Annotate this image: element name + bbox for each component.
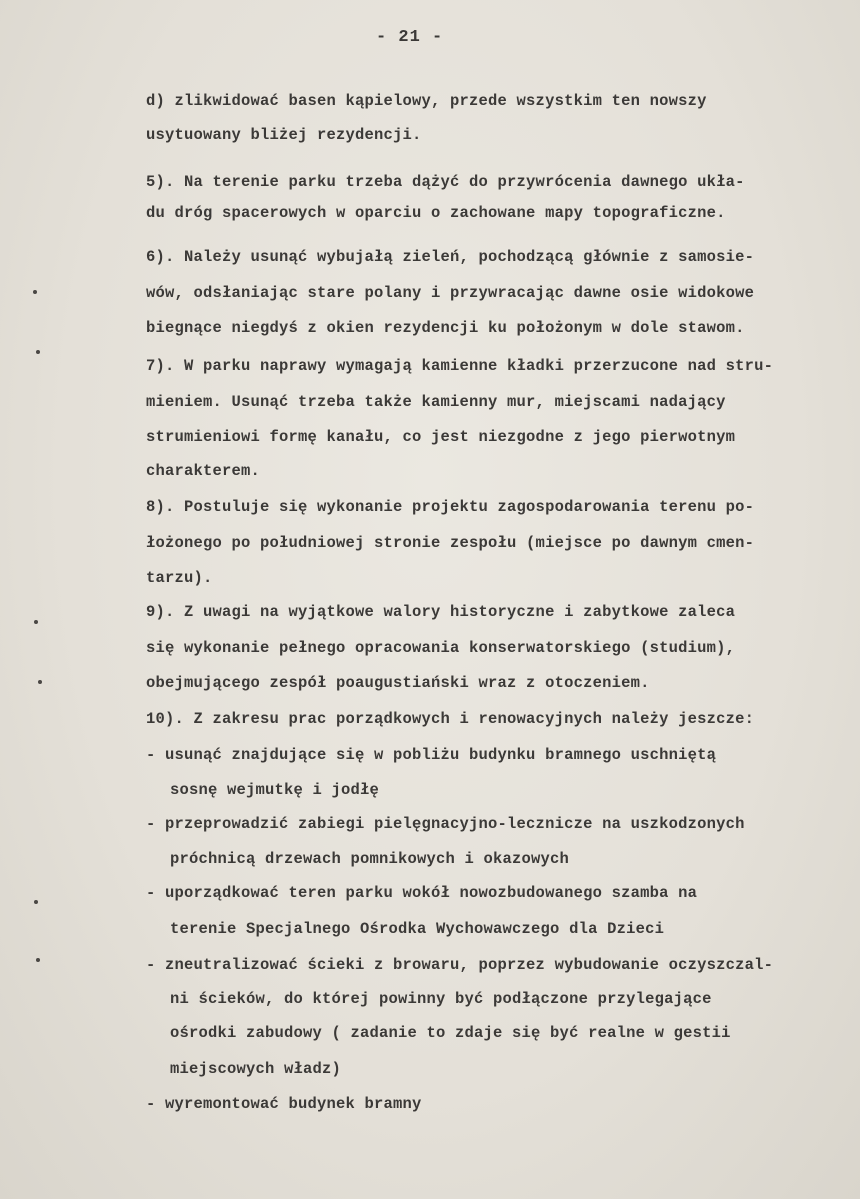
text-line: mieniem. Usunąć trzeba także kamienny mur, miejscami nadający <box>146 393 726 411</box>
text-line: 6). Należy usunąć wybujałą zieleń, pochodzącą głównie z samosie- <box>146 248 755 266</box>
text-line: charakterem. <box>146 462 261 480</box>
text-line: - usunąć znajdujące się w pobliżu budynku bramnego uschniętą <box>146 746 717 764</box>
text-line: 10). Z zakresu prac porządkowych i renowacyjnych należy jeszcze: <box>146 710 755 728</box>
text-line: miejscowych władz) <box>170 1060 342 1078</box>
text-line: ni ścieków, do której powinny być podłączone przylegające <box>170 990 712 1008</box>
text-line: d) zlikwidować basen kąpielowy, przede wszystkim ten nowszy <box>146 92 707 110</box>
text-line: się wykonanie pełnego opracowania konserwatorskiego (studium), <box>146 639 736 657</box>
text-line: du dróg spacerowych w oparciu o zachowane mapy topograficzne. <box>146 204 726 222</box>
text-line: wów, odsłaniając stare polany i przywracając dawne osie widokowe <box>146 284 755 302</box>
text-line: próchnicą drzewach pomnikowych i okazowych <box>170 850 570 868</box>
margin-mark <box>34 620 38 624</box>
text-line: 9). Z uwagi na wyjątkowe walory historyczne i zabytkowe zaleca <box>146 603 736 621</box>
text-line: 5). Na terenie parku trzeba dążyć do przywrócenia dawnego ukła- <box>146 173 745 191</box>
text-line: obejmującego zespół poaugustiański wraz z otoczeniem. <box>146 674 650 692</box>
text-line: - uporządkować teren parku wokół nowozbudowanego szamba na <box>146 884 698 902</box>
margin-mark <box>34 900 38 904</box>
text-line: ośrodki zabudowy ( zadanie to zdaje się być realne w gestii <box>170 1024 731 1042</box>
text-line: biegnące niegdyś z okien rezydencji ku położonym w dole stawom. <box>146 319 745 337</box>
text-line: - wyremontować budynek bramny <box>146 1095 422 1113</box>
text-line: 7). W parku naprawy wymagają kamienne kładki przerzucone nad stru- <box>146 357 774 375</box>
text-line: 8). Postuluje się wykonanie projektu zagospodarowania terenu po- <box>146 498 755 516</box>
text-line: - zneutralizować ścieki z browaru, poprzez wybudowanie oczyszczal- <box>146 956 774 974</box>
text-line: tarzu). <box>146 569 213 587</box>
text-line: terenie Specjalnego Ośrodka Wychowawczego dla Dzieci <box>170 920 665 938</box>
text-line: sosnę wejmutkę i jodłę <box>170 781 380 799</box>
page-number: - 21 - <box>376 28 444 47</box>
text-line: usytuowany bliżej rezydencji. <box>146 126 422 144</box>
margin-mark <box>33 290 37 294</box>
text-line: - przeprowadzić zabiegi pielęgnacyjno-lecznicze na uszkodzonych <box>146 815 745 833</box>
text-line: łożonego po południowej stronie zespołu (miejsce po dawnym cmen- <box>146 534 755 552</box>
margin-mark <box>36 958 40 962</box>
margin-mark <box>38 680 42 684</box>
margin-mark <box>36 350 40 354</box>
text-line: strumieniowi formę kanału, co jest niezgodne z jego pierwotnym <box>146 428 736 446</box>
